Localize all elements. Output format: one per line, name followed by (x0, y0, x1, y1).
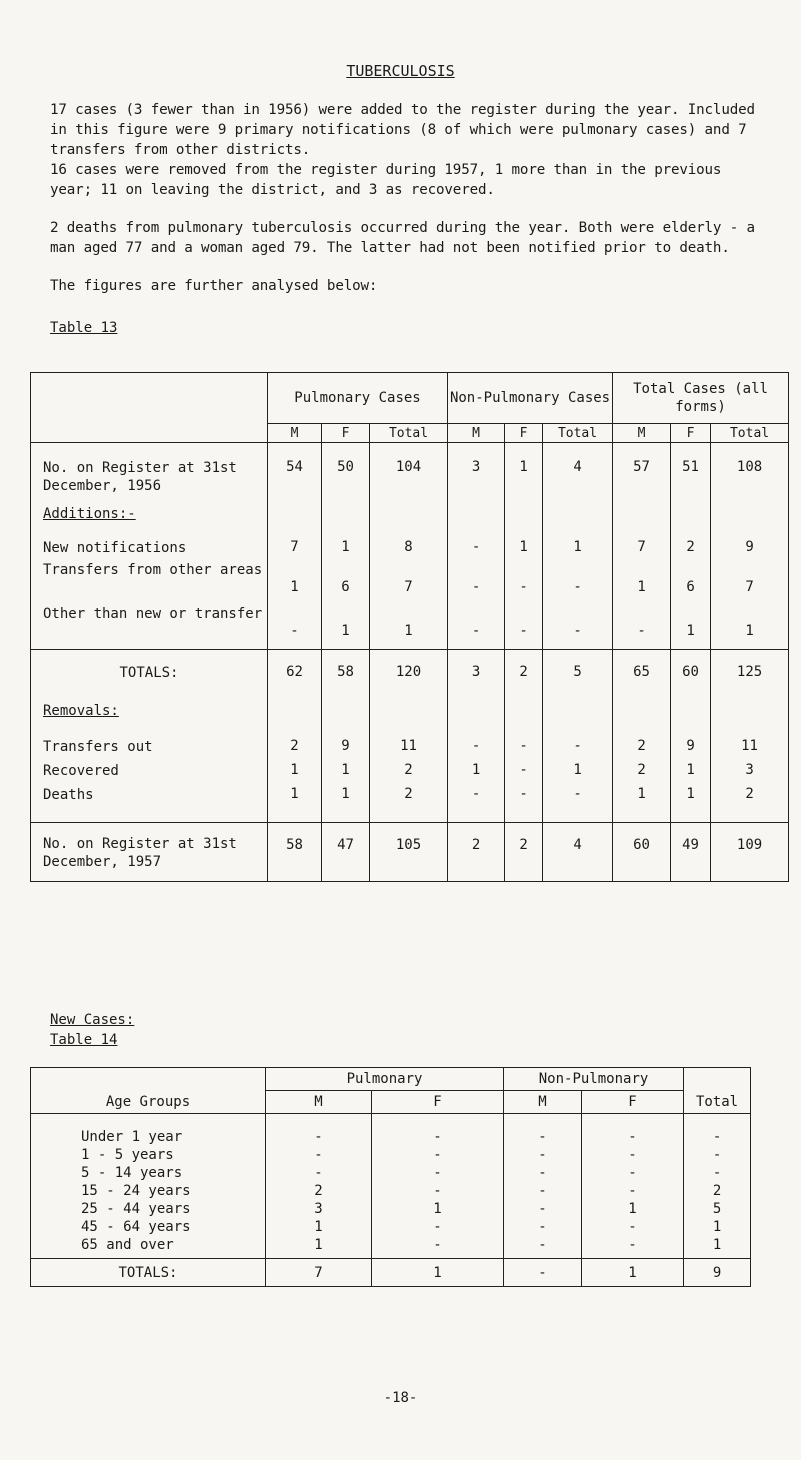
table13-cell: 11 (711, 738, 789, 762)
table14-cell: 5 (684, 1200, 751, 1218)
table14-total-cell: 1 (372, 1259, 504, 1287)
table14-cell: - (504, 1114, 582, 1147)
table13-cell: 1 (268, 786, 322, 823)
table13-cell: 108 (711, 443, 789, 506)
table13-cell: 47 (322, 823, 370, 882)
table13-cell: 51 (671, 443, 711, 506)
table13-group-header: Pulmonary Cases (268, 373, 448, 424)
table13-cell: - (448, 786, 505, 823)
table13-cell: 62 (268, 650, 322, 703)
table13-cell (448, 505, 505, 539)
table13-cell: 1 (613, 786, 671, 823)
table14-cell: 1 (372, 1200, 504, 1218)
table14-total-cell: 1 (582, 1259, 684, 1287)
table13-cell: 1 (543, 539, 613, 561)
table13-cell: 6 (322, 561, 370, 605)
table13-cell: 3 (711, 762, 789, 786)
table14-cell: 2 (266, 1182, 372, 1200)
table13-cell: 1 (671, 786, 711, 823)
table13-cell: 49 (671, 823, 711, 882)
table13-cell: 2 (448, 823, 505, 882)
table13-cell: 1 (543, 762, 613, 786)
table13-cell: 2 (505, 650, 543, 703)
table13-cell: 1 (322, 762, 370, 786)
table13-cell: 7 (711, 561, 789, 605)
table13-corner-cell (31, 373, 268, 443)
table13-cell (370, 505, 448, 539)
table13-cell: 1 (505, 443, 543, 506)
paragraph-additions: 17 cases (3 fewer than in 1956) were added to the register during the year. Included in this figure were 9 primary notifications (8 of which were pulmonary cases) and 7 transfers from other districts. (50, 102, 755, 158)
table14-sub-header: F (582, 1091, 684, 1114)
table14-age-group: 5 - 14 years (31, 1164, 266, 1182)
new-cases-label: New Cases: (50, 1012, 135, 1028)
table13-cell (711, 505, 789, 539)
table14-sub-header: M (504, 1091, 582, 1114)
paragraph-removals: 16 cases were removed from the register during 1957, 1 more than in the previous year; 11 on leaving the district, and 3 as recovered. (50, 162, 722, 198)
table14-age-header: Age Groups (31, 1068, 266, 1114)
table13-label: Table 13 (50, 320, 118, 336)
table13-cell: - (268, 605, 322, 650)
table14-cell: - (372, 1164, 504, 1182)
table14-row (31, 1146, 751, 1164)
table13-row (31, 650, 789, 703)
table14-age-group: 15 - 24 years (31, 1182, 266, 1200)
table13-cell: - (448, 539, 505, 561)
table13-sub-header: F (322, 424, 370, 443)
paragraph-deaths: 2 deaths from pulmonary tuberculosis occurred during the year. Both were elderly - a man aged 77 and a woman aged 79. The latter had not been notified prior to death. (50, 220, 755, 256)
table13-cell: 1 (268, 762, 322, 786)
table13-cell: 11 (370, 738, 448, 762)
table13-row-label: No. on Register at 31st December, 1957 (31, 823, 268, 882)
table13-cell: 3 (448, 443, 505, 506)
table13-cell: - (543, 605, 613, 650)
table13-cell: 1 (671, 762, 711, 786)
table14-cell: - (582, 1218, 684, 1236)
table14-cell: - (504, 1146, 582, 1164)
table13-cell: - (505, 786, 543, 823)
table13-cell: 6 (671, 561, 711, 605)
table13-cell: 2 (505, 823, 543, 882)
register-table (30, 372, 789, 882)
table13-row-label: No. on Register at 31st December, 1956 (31, 443, 268, 506)
table13-cell: 1 (322, 539, 370, 561)
table14-cell: - (504, 1236, 582, 1259)
table13-cell: 54 (268, 443, 322, 506)
table14-row (31, 1182, 751, 1200)
table13-cell: 65 (613, 650, 671, 703)
table13-cell (268, 505, 322, 539)
table13-cell: 58 (268, 823, 322, 882)
table13-cell: 120 (370, 650, 448, 703)
table13-row-label: Recovered (31, 762, 268, 786)
table14-label: Table 14 (50, 1032, 118, 1048)
table14-group-header: Non-Pulmonary (504, 1068, 684, 1091)
table14-group-header-row (31, 1068, 751, 1091)
table13-cell: 4 (543, 823, 613, 882)
table13-cell (671, 505, 711, 539)
table14-cell: - (504, 1182, 582, 1200)
table13-cell (543, 702, 613, 738)
table13-cell: - (505, 738, 543, 762)
table14-cell: - (372, 1146, 504, 1164)
table13-row (31, 786, 789, 823)
table13-cell (671, 702, 711, 738)
table13-cell (448, 702, 505, 738)
table13-cell: 2 (711, 786, 789, 823)
table13-cell: 1 (268, 561, 322, 605)
table14-cell: - (266, 1146, 372, 1164)
table13-cell: 58 (322, 650, 370, 703)
table13-cell: 109 (711, 823, 789, 882)
table14-cell: 1 (684, 1236, 751, 1259)
table13-row-label: Deaths (31, 786, 268, 823)
table14-total-cell: 7 (266, 1259, 372, 1287)
table14-cell: - (504, 1218, 582, 1236)
table13-cell (268, 702, 322, 738)
table13-cell: - (613, 605, 671, 650)
paragraph-intro: The figures are further analysed below: (50, 278, 378, 294)
table13-cell: - (505, 762, 543, 786)
table14-cell: - (372, 1182, 504, 1200)
table14-cell: - (582, 1114, 684, 1147)
table14-row (31, 1236, 751, 1259)
table13-row (31, 738, 789, 762)
table13-cell: - (448, 605, 505, 650)
table13-cell: 9 (322, 738, 370, 762)
table13-group-header: Total Cases (all forms) (613, 373, 789, 424)
table13-cell: 104 (370, 443, 448, 506)
table13-row (31, 702, 789, 738)
table13-sub-header: F (505, 424, 543, 443)
table13-cell: 1 (711, 605, 789, 650)
table13-row (31, 505, 789, 539)
table13-sub-header: Total (370, 424, 448, 443)
table14-sub-header: M (266, 1091, 372, 1114)
table13-row (31, 443, 789, 506)
table14-row (31, 1218, 751, 1236)
table14-age-group: 45 - 64 years (31, 1218, 266, 1236)
table13-cell: 4 (543, 443, 613, 506)
table13-row-label: Transfers from other areas (31, 561, 268, 605)
table14-cell: - (582, 1164, 684, 1182)
table14-total-header: Total (684, 1068, 751, 1114)
table13-cell: - (448, 738, 505, 762)
table14-row (31, 1114, 751, 1147)
table13-sub-header: M (448, 424, 505, 443)
table13-cell: 3 (448, 650, 505, 703)
table13-row-label: Transfers out (31, 738, 268, 762)
table13-cell: 2 (613, 762, 671, 786)
table13-cell (613, 505, 671, 539)
table13-cell: - (543, 786, 613, 823)
table13-cell: 1 (505, 539, 543, 561)
table13-cell: 7 (268, 539, 322, 561)
table14-cell: 1 (684, 1218, 751, 1236)
table14-row (31, 1200, 751, 1218)
table13-sub-header: F (671, 424, 711, 443)
table13-row (31, 539, 789, 561)
table13-group-header: Non-Pulmonary Cases (448, 373, 613, 424)
table13-cell (543, 505, 613, 539)
table13-cell: 1 (370, 605, 448, 650)
table13-group-header-row (31, 373, 789, 424)
new-cases-table (30, 1067, 751, 1287)
table14-cell: 1 (266, 1236, 372, 1259)
table14-cell: - (582, 1146, 684, 1164)
table14-cell: - (684, 1146, 751, 1164)
table13-cell: 2 (370, 762, 448, 786)
table13-cell (711, 702, 789, 738)
table13-cell: 1 (613, 561, 671, 605)
table14-total-cell: 9 (684, 1259, 751, 1287)
table14-cell: - (266, 1164, 372, 1182)
table13-row-label: New notifications (31, 539, 268, 561)
table13-cell: - (505, 561, 543, 605)
table13-cell: 9 (671, 738, 711, 762)
table14-cell: 3 (266, 1200, 372, 1218)
table14-cell: - (582, 1236, 684, 1259)
page-number: -18- (383, 1390, 418, 1406)
table13-cell: - (543, 738, 613, 762)
table14-cell: 1 (266, 1218, 372, 1236)
table14-cell: 2 (684, 1182, 751, 1200)
table13-cell: 2 (370, 786, 448, 823)
table14-age-group: 65 and over (31, 1236, 266, 1259)
table13-row-label: TOTALS: (31, 650, 268, 703)
table13-cell: 1 (448, 762, 505, 786)
table14-age-group: 25 - 44 years (31, 1200, 266, 1218)
table13-cell: 7 (613, 539, 671, 561)
table14-cell: 1 (582, 1200, 684, 1218)
table13-row-label: Other than new or transfer (31, 605, 268, 650)
table13-cell: 1 (671, 605, 711, 650)
table13-cell (322, 702, 370, 738)
table13-section-heading: Removals: (31, 702, 268, 738)
table13-cell: 57 (613, 443, 671, 506)
table13-sub-header: M (613, 424, 671, 443)
table13-cell: 1 (322, 786, 370, 823)
table13-cell: 9 (711, 539, 789, 561)
table13-cell: 105 (370, 823, 448, 882)
table14-cell: - (504, 1164, 582, 1182)
table13-cell (505, 505, 543, 539)
table14-sub-header: F (372, 1091, 504, 1114)
table13-cell: 8 (370, 539, 448, 561)
table13-sub-header: Total (543, 424, 613, 443)
table13-row (31, 762, 789, 786)
table14-cell: - (582, 1182, 684, 1200)
table14-totals-row (31, 1259, 751, 1287)
table13-row (31, 561, 789, 605)
table13-cell: 50 (322, 443, 370, 506)
table13-row (31, 823, 789, 882)
table14-cell: - (372, 1218, 504, 1236)
table13-cell: 2 (613, 738, 671, 762)
page-title: TUBERCULOSIS (346, 62, 455, 80)
table13-cell (613, 702, 671, 738)
table13-cell: - (448, 561, 505, 605)
table13-cell: 125 (711, 650, 789, 703)
table13-cell: 2 (671, 539, 711, 561)
table14-cell: - (684, 1164, 751, 1182)
table14-cell: - (372, 1114, 504, 1147)
table13-cell: 1 (322, 605, 370, 650)
table13-cell: 60 (613, 823, 671, 882)
table13-sub-header: Total (711, 424, 789, 443)
table14-cell: - (684, 1114, 751, 1147)
table13-cell: 2 (268, 738, 322, 762)
table14-totals-label: TOTALS: (31, 1259, 266, 1287)
table13-cell: - (505, 605, 543, 650)
table13-cell (505, 702, 543, 738)
table14-cell: - (504, 1200, 582, 1218)
table13-cell (322, 505, 370, 539)
table13-cell: - (543, 561, 613, 605)
table13-row (31, 605, 789, 650)
table14-age-group: 1 - 5 years (31, 1146, 266, 1164)
table14-cell: - (266, 1114, 372, 1147)
table14-group-header: Pulmonary (266, 1068, 504, 1091)
table14-row (31, 1164, 751, 1182)
table14-cell: - (372, 1236, 504, 1259)
table13-cell: 60 (671, 650, 711, 703)
table13-cell (370, 702, 448, 738)
table13-section-heading: Additions:- (31, 505, 268, 539)
table14-total-cell: - (504, 1259, 582, 1287)
table13-sub-header: M (268, 424, 322, 443)
table13-cell: 7 (370, 561, 448, 605)
table14-age-group: Under 1 year (31, 1114, 266, 1147)
table13-cell: 5 (543, 650, 613, 703)
